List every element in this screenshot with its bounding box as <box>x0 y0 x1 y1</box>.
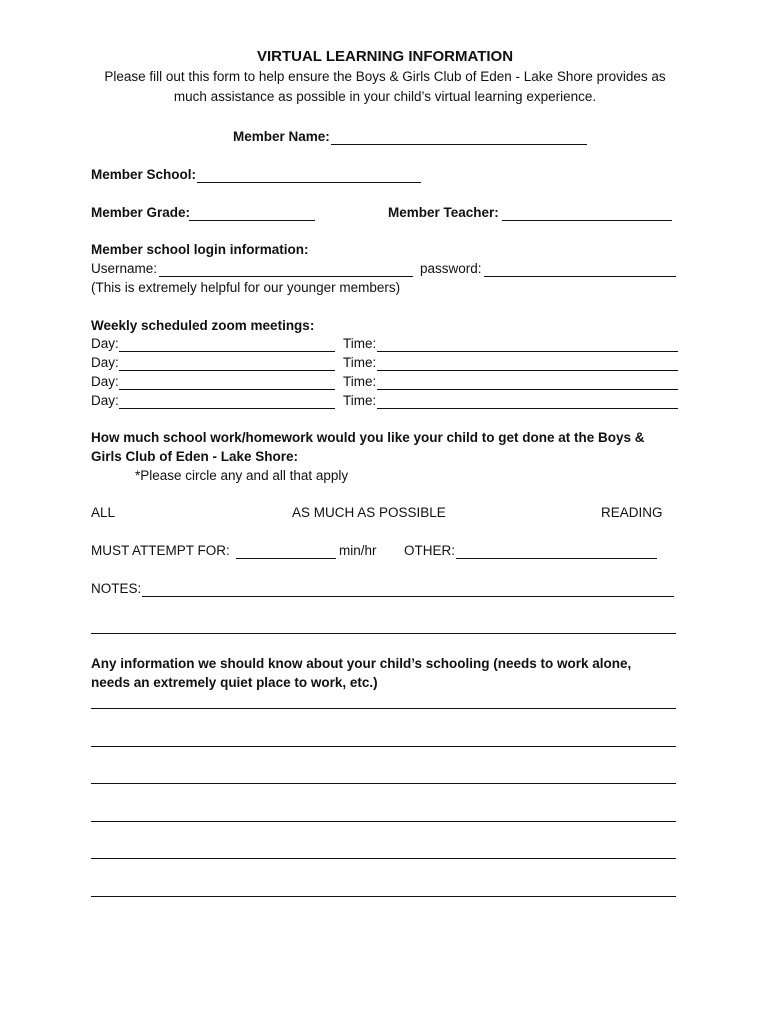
zoom-day-label: Day: <box>91 393 119 408</box>
other-field[interactable] <box>456 558 657 559</box>
homework-question-line-1: How much school work/homework would you like your child to get done at the Boys & <box>91 430 645 445</box>
member-name-label: Member Name: <box>233 129 330 144</box>
notes-label: NOTES: <box>91 581 142 596</box>
member-grade-label: Member Grade: <box>91 205 191 220</box>
notes-field[interactable] <box>142 596 674 597</box>
member-teacher-field[interactable] <box>502 220 672 221</box>
must-attempt-label: MUST ATTEMPT FOR: <box>91 543 230 558</box>
zoom-time-label: Time: <box>343 355 377 370</box>
answer-line[interactable] <box>91 708 676 709</box>
min-hr-label: min/hr <box>339 543 377 558</box>
answer-line[interactable] <box>91 821 676 822</box>
homework-question-line-2: Girls Club of Eden - Lake Shore: <box>91 449 299 464</box>
member-teacher-label: Member Teacher: <box>388 205 499 220</box>
circle-note: *Please circle any and all that apply <box>135 468 349 483</box>
must-attempt-field[interactable] <box>236 558 336 559</box>
zoom-day-label: Day: <box>91 355 119 370</box>
zoom-time-field[interactable] <box>377 351 678 352</box>
zoom-time-field[interactable] <box>377 389 678 390</box>
zoom-time-field[interactable] <box>377 370 678 371</box>
zoom-time-label: Time: <box>343 336 377 351</box>
member-name-field[interactable] <box>331 144 587 145</box>
member-school-label: Member School: <box>91 167 197 182</box>
form-title: VIRTUAL LEARNING INFORMATION <box>256 48 514 65</box>
password-label: password: <box>420 261 482 276</box>
answer-line[interactable] <box>91 746 676 747</box>
notes-line[interactable] <box>91 633 676 634</box>
answer-line[interactable] <box>91 896 676 897</box>
zoom-time-label: Time: <box>343 374 377 389</box>
zoom-heading: Weekly scheduled zoom meetings: <box>91 318 315 333</box>
other-label: OTHER: <box>404 543 456 558</box>
answer-line[interactable] <box>91 858 676 859</box>
zoom-day-field[interactable] <box>119 408 335 409</box>
schooling-question-line-1: Any information we should know about your child’s schooling (needs to work alone, <box>91 656 632 671</box>
zoom-day-label: Day: <box>91 374 119 389</box>
option-reading[interactable]: READING <box>601 505 663 520</box>
schooling-question-line-2: needs an extremely quiet place to work, etc.) <box>91 675 378 690</box>
login-note: (This is extremely helpful for our younger members) <box>91 280 401 295</box>
username-field[interactable] <box>159 276 413 277</box>
intro-line-1: Please fill out this form to help ensure the Boys & Girls Club of Eden - Lake Shore provides as <box>104 69 666 84</box>
intro-line-2: much assistance as possible in your child’s virtual learning experience. <box>173 89 597 104</box>
login-heading: Member school login information: <box>91 242 309 257</box>
zoom-day-field[interactable] <box>119 370 335 371</box>
zoom-day-field[interactable] <box>119 351 335 352</box>
option-as-much-as-possible[interactable]: AS MUCH AS POSSIBLE <box>292 505 446 520</box>
username-label: Username: <box>91 261 158 276</box>
zoom-time-label: Time: <box>343 393 377 408</box>
member-school-field[interactable] <box>197 182 421 183</box>
zoom-day-label: Day: <box>91 336 119 351</box>
option-all[interactable]: ALL <box>91 505 116 520</box>
zoom-time-field[interactable] <box>377 408 678 409</box>
password-field[interactable] <box>484 276 676 277</box>
zoom-day-field[interactable] <box>119 389 335 390</box>
answer-line[interactable] <box>91 783 676 784</box>
member-grade-field[interactable] <box>189 220 315 221</box>
